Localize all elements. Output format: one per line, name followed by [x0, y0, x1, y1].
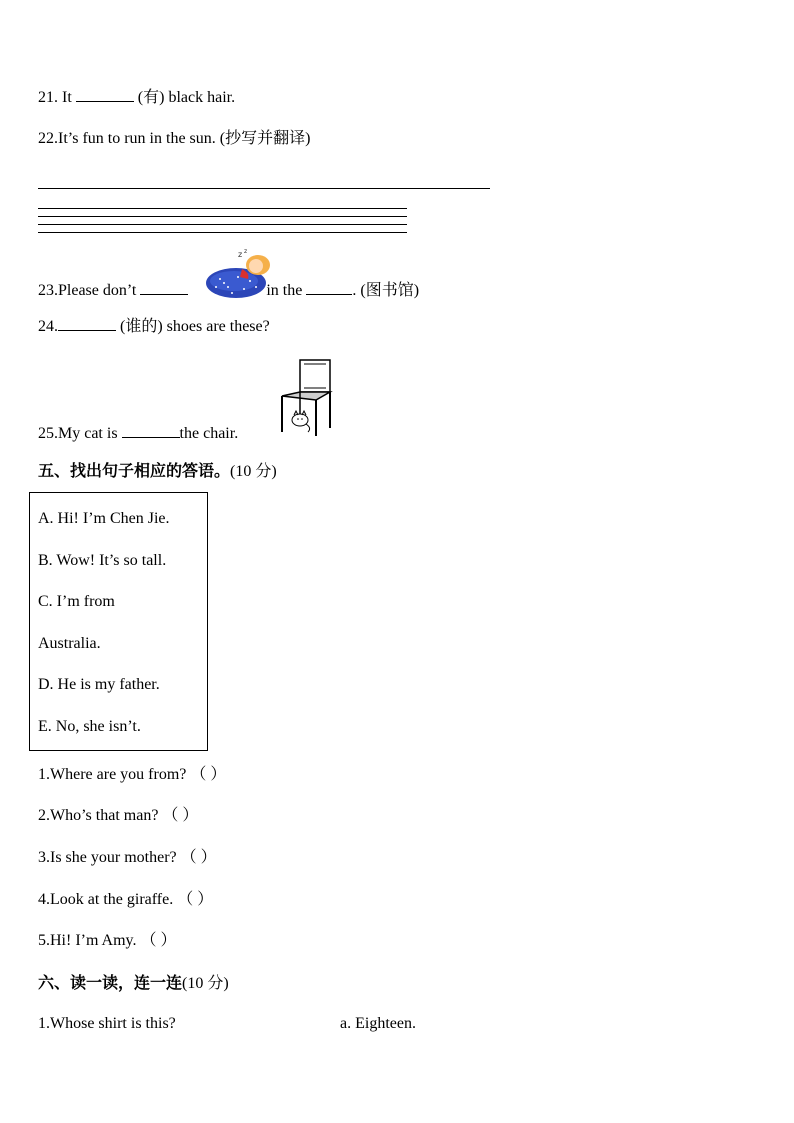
writing-line[interactable] [38, 216, 407, 217]
answer-parentheses[interactable]: （ ） [140, 932, 177, 949]
answer-blank[interactable] [58, 316, 116, 331]
question-5-2: 2.Who’s that man? （ ） [38, 807, 199, 824]
writing-line[interactable] [38, 224, 407, 225]
answer-parentheses[interactable]: （ ） [190, 766, 227, 783]
chair-with-cat-icon [278, 358, 334, 438]
section-6-title: 六、读一读，连一连(10 分) [38, 973, 229, 992]
option-d: D. He is my father. [38, 676, 160, 693]
question-22: 22.It’s fun to run in the sun. (抄写并翻译) [38, 130, 311, 147]
sleeping-child-icon [204, 247, 276, 301]
answer-parentheses[interactable]: （ ） [180, 849, 217, 866]
writing-line[interactable] [38, 208, 407, 209]
writing-line[interactable] [38, 232, 407, 233]
answer-6-a[interactable]: a. Eighteen. [340, 1015, 416, 1032]
question-24: 24. (谁的) shoes are these? [38, 318, 270, 335]
question-6-1[interactable]: 1.Whose shirt is this? [38, 1015, 176, 1032]
section-5-title: 五、找出句子相应的答语。(10 分) [38, 461, 277, 480]
answer-blank[interactable] [306, 280, 352, 295]
option-c: C. I’m from [38, 593, 115, 610]
answer-parentheses[interactable]: （ ） [177, 891, 214, 908]
answer-parentheses[interactable]: （ ） [162, 807, 199, 824]
answer-blank[interactable] [140, 280, 188, 295]
option-b: B. Wow! It’s so tall. [38, 552, 167, 569]
writing-line[interactable] [38, 188, 490, 189]
options-box [29, 492, 208, 751]
svg-text:z: z [238, 250, 243, 259]
question-5-3: 3.Is she your mother? （ ） [38, 849, 217, 866]
question-5-1: 1.Where are you from? （ ） [38, 766, 227, 783]
answer-blank[interactable] [76, 87, 134, 102]
question-23: 23.Please don’t in the . (图书馆) [38, 282, 420, 299]
answer-blank[interactable] [122, 423, 180, 438]
option-a: A. Hi! I’m Chen Jie. [38, 510, 170, 527]
question-5-4: 4.Look at the giraffe. （ ） [38, 891, 214, 908]
question-25: 25.My cat is the chair. [38, 425, 239, 442]
question-5-5: 5.Hi! I’m Amy. （ ） [38, 932, 177, 949]
option-c-continued: Australia. [38, 635, 101, 652]
question-21: 21. It (有) black hair. [38, 89, 236, 106]
svg-text:z: z [244, 248, 248, 255]
option-e: E. No, she isn’t. [38, 718, 141, 735]
